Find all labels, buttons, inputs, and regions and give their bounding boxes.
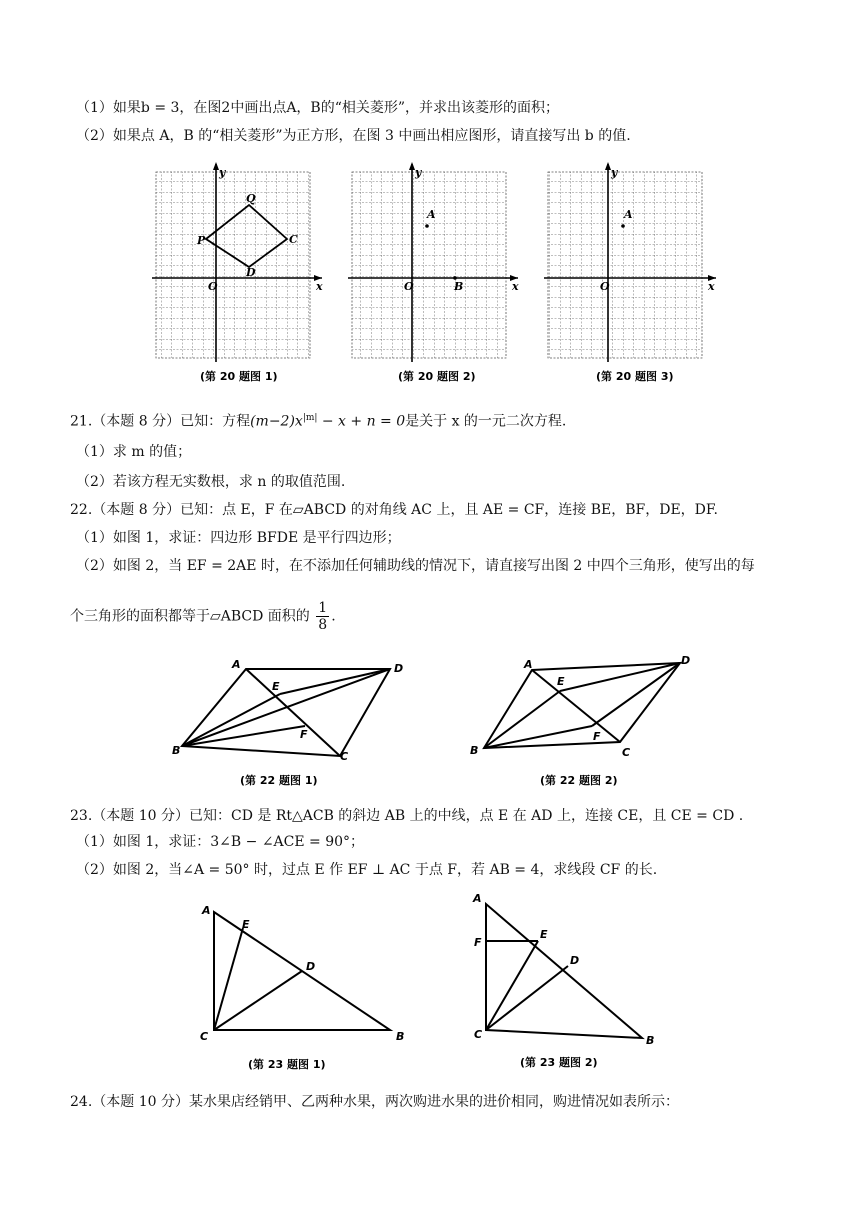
- label-C: C: [474, 1028, 483, 1041]
- p20-figures: [140, 150, 740, 390]
- label-E: E: [272, 680, 280, 693]
- label-A: A: [473, 892, 482, 905]
- label-B: B: [646, 1034, 655, 1047]
- p21-q2: （2）若该方程无实数根，求 n 的取值范围.: [76, 474, 346, 490]
- p21-stem: 21.（本题 8 分）已知：方程$(m-2)x^{|m|} - x + n = 0$是关于 x 的一元二次方程.: [70, 413, 567, 430]
- x-axis-label: x: [708, 280, 715, 293]
- y-axis-label: y: [415, 166, 422, 179]
- label-B: B: [172, 744, 181, 757]
- p21-q1: （1）求 m 的值；: [76, 444, 192, 460]
- p22-fig2: [484, 663, 680, 748]
- label-B: B: [454, 280, 464, 293]
- origin-label: O: [404, 280, 414, 293]
- fig22-1-caption: (第 22 题图 1): [240, 774, 318, 787]
- label-D: D: [394, 662, 404, 675]
- label-F: F: [474, 936, 482, 949]
- p20-q1: （1）如果b = 3，在图2中画出点A，B的“相关菱形”，并求出该菱形的面积；: [76, 100, 560, 116]
- x-axis-label: x: [316, 280, 323, 293]
- p22-q2: （2）如图 2，当 EF = 2AE 时，在不添加任何辅助线的情况下，请直接写出图 2 中四个三角形，使写出的每: [76, 558, 755, 574]
- label-F: F: [593, 730, 601, 743]
- label-A: A: [202, 904, 211, 917]
- label-C: C: [289, 233, 298, 246]
- p20-fig2: [348, 162, 519, 383]
- p20-q2: （2）如果点 A，B 的“相关菱形”为正方形，在图 3 中画出相应图形，请直接写出 b 的值.: [76, 128, 631, 144]
- p23-q1: （1）如图 1，求证：3∠B − ∠ACE = 90°；: [76, 834, 365, 850]
- label-C: C: [200, 1030, 209, 1043]
- y-axis-label: y: [219, 166, 226, 179]
- label-C: C: [622, 746, 631, 759]
- origin-label: O: [600, 280, 610, 293]
- p20-fig1: [152, 162, 323, 383]
- label-D: D: [570, 954, 580, 967]
- p22-q1: （1）如图 1，求证：四边形 BFDE 是平行四边形；: [76, 530, 401, 546]
- label-B: B: [470, 744, 479, 757]
- label-A: A: [624, 208, 633, 221]
- label-C: C: [340, 750, 349, 763]
- fraction-one-eighth: $\frac{1}{8}$: [318, 600, 328, 633]
- p23-stem: 23.（本题 10 分）已知：CD 是 Rt△ACB 的斜边 AB 上的中线，点 E 在 AD 上，连接 CE，且 CE = CD .: [70, 808, 744, 824]
- p23-fig1: [214, 912, 390, 1030]
- p22-q2-cont: 个三角形的面积都等于▱ABCD 面积的 $\frac{1}{8}$ .: [70, 600, 336, 633]
- p22-stem: 22.（本题 8 分）已知：点 E，F 在▱ABCD 的对角线 AC 上，且 AE = CF，连接 BE，BF，DE，DF.: [70, 502, 718, 518]
- fig20-3-caption: (第 20 题图 3): [596, 370, 674, 383]
- label-E: E: [540, 928, 548, 941]
- fig23-2-caption: (第 23 题图 2): [520, 1056, 598, 1069]
- label-E: E: [242, 918, 250, 931]
- fig22-2-caption: (第 22 题图 2): [540, 774, 618, 787]
- p23-q2: （2）如图 2，当∠A = 50° 时，过点 E 作 EF ⊥ AC 于点 F，若 AB = 4，求线段 CF 的长.: [76, 862, 658, 878]
- label-E: E: [557, 675, 565, 688]
- label-A: A: [427, 208, 436, 221]
- label-A: A: [524, 658, 533, 671]
- label-Q: Q: [246, 192, 256, 205]
- label-P: P: [197, 234, 206, 247]
- fig20-1-caption: (第 20 题图 1): [200, 370, 278, 383]
- label-B: B: [396, 1030, 405, 1043]
- p22-fig1: [182, 669, 390, 756]
- fig23-1-caption: (第 23 题图 1): [248, 1058, 326, 1071]
- label-D: D: [306, 960, 316, 973]
- p20-fig3: [544, 162, 716, 383]
- label-D: D: [246, 266, 256, 279]
- p23-fig2: [486, 904, 642, 1038]
- y-axis-label: y: [611, 166, 618, 179]
- label-D: D: [681, 654, 691, 667]
- label-F: F: [300, 728, 308, 741]
- p23-figures: [190, 888, 670, 1078]
- label-A: A: [232, 658, 241, 671]
- fig20-2-caption: (第 20 题图 2): [398, 370, 476, 383]
- origin-label: O: [208, 280, 218, 293]
- p24-stem: 24.（本题 10 分）某水果店经销甲、乙两种水果，两次购进水果的进价相同，购进情况如表所示：: [70, 1094, 679, 1110]
- x-axis-label: x: [512, 280, 519, 293]
- p22-figures: [160, 650, 720, 790]
